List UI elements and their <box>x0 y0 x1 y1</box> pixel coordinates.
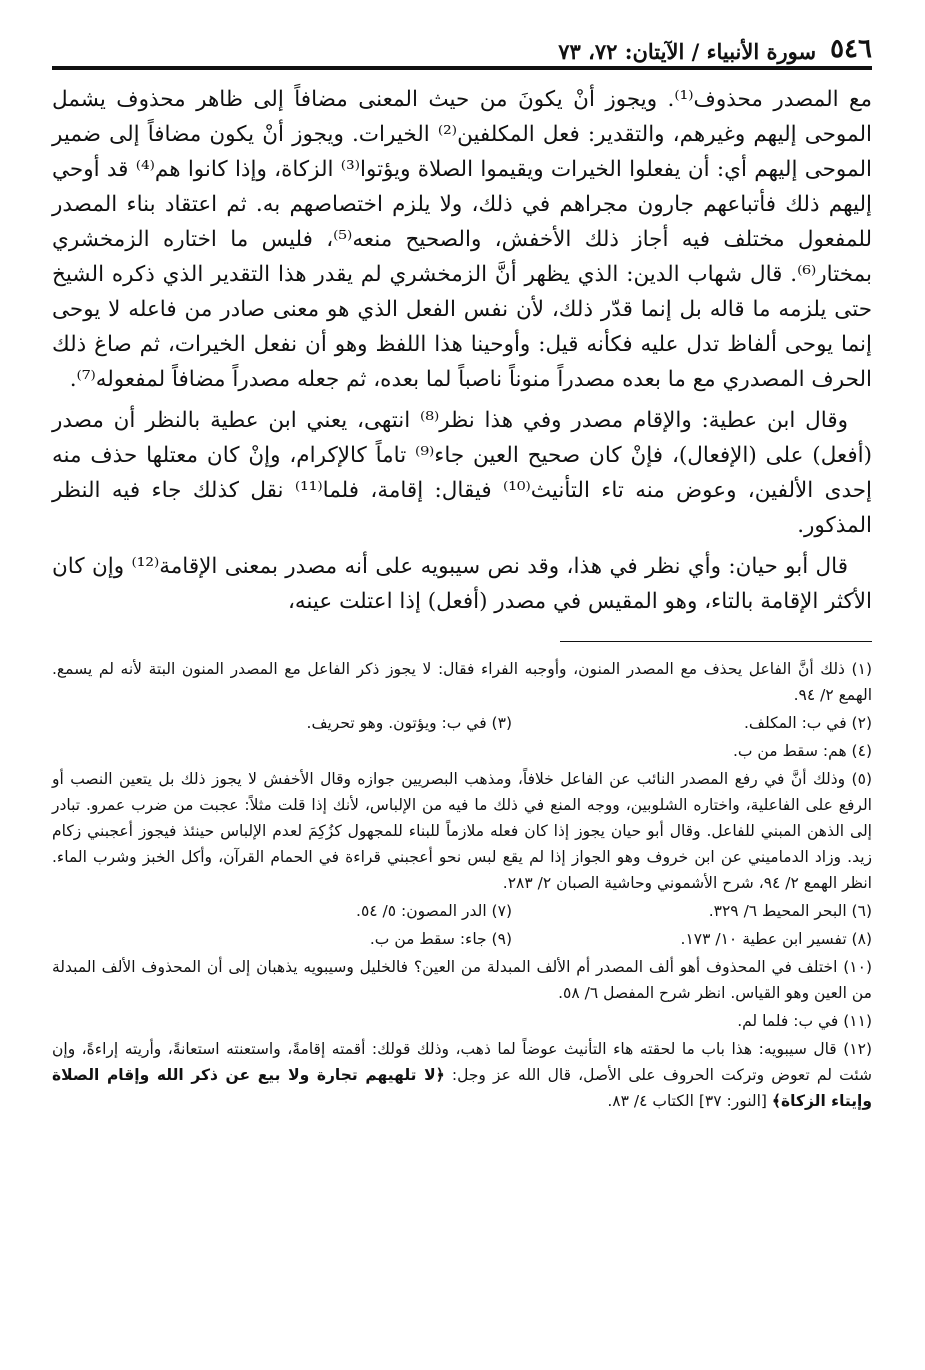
quran-quote: ﴿لا تلهيهم تجارة ولا بيع عن ذكر الله وإقام الصلاة وإيتاء الزكاة﴾ <box>52 1066 872 1110</box>
footnote-separator <box>560 641 872 642</box>
paragraph-1: مع المصدر محذوف⁽¹⁾. ويجوز أنْ يكونَ من حيث المعنى مضافاً إلى ظاهر محذوف يشمل الموحى إليهم وغيرهم، والتقدير: فعل المكلفين⁽²⁾ الخيرات. ويجوز أنْ يكون مضافاً إلى ضمير الموحى إليهم أي: أن يفعلوا الخيرات ويقيموا الصلاة ويؤتوا⁽³⁾ الزكاة، وإذا كانوا هم⁽⁴⁾ قد أوحي إليهم ذلك فأتباعهم جارون مجراهم في ذلك، ولا يلزم اختصاصهم به. ثم اعتقاد بناء المصدر للمفعول مختلف فيه أجاز ذلك الأخفش، والصحيح منعه⁽⁵⁾، فليس ما اختاره الزمخشري بمختار⁽⁶⁾. قال شهاب الدين: الذي يظهر أنَّ الزمخشري لم يقدر هذا التقدير الذي ذكره الشيخ حتى يلزمه ما قاله بل إنما قدّر ذلك، لأن نفس الفعل الذي هو معنى صادر من فاعله لا يوحى إنما يوحى ألفاظ تدل عليه فكأنه قيل: وأوحينا هذا اللفظ وهو أن نفعل الخيرات، ثم صاغ ذلك الحرف المصدري مع ما بعده مصدراً منوناً ناصباً لما بعده، ثم جعله مصدراً مضافاً لمفعوله⁽⁷⁾. <box>52 87 872 392</box>
footnote-9: (٩) جاء: سقط من ب. <box>369 930 512 948</box>
footnote-6: (٦) البحر المحيط ٦/ ٣٢٩. <box>708 902 872 920</box>
footnote-1: (١) ذلك أنَّ الفاعل يحذف مع المصدر المنون، وأوجبه الفراء فقال: لا يجوز ذكر الفاعل مع المصدر المنون البتة لأنه لم يسمع. الهمع ٢/ ٩٤. <box>52 660 872 704</box>
footnote-12 <box>52 1036 872 1114</box>
footnotes <box>52 656 872 1114</box>
footnote-4: (٤) هم: سقط من ب. <box>732 742 872 760</box>
paragraph-3: قال أبو حيان: وأي نظر في هذا، وقد نص سيبويه على أنه مصدر بمعنى الإقامة⁽¹²⁾ وإن كان الأكثر الإقامة بالتاء، وهو المقيس في مصدر (أفعل) إذا اعتلت عينه، <box>52 554 872 614</box>
footnote-7: (٧) الدر المصون: ٥/ ٥٤. <box>356 902 512 920</box>
footnote-2: (٢) في ب: المكلف. <box>743 714 872 732</box>
main-text <box>52 82 872 619</box>
footnote-3: (٣) في ب: ويؤتون. وهو تحريف. <box>306 714 512 732</box>
page-number: ٥٤٦ <box>830 34 872 64</box>
footnote-5: (٥) وذلك أنَّ في رفع المصدر النائب عن الفاعل خلافاً، ومذهب البصريين جوازه وقال الأخفش لا يجوز ذلك بل يتعين النصب أو الرفع على الفاعلية، واختاره الشلوبين، ووجه المنع في ذلك ما فيه من الإلباس، لأنك إذا قلت مثلاً: عجبت من ضرب عمرو. تبادر إلى الذهن المبني للفاعل. وقال أبو حيان يجوز إذا كان فعله ملازماً للبناء للمجهول كزُكِمَ لعدم الإلباس حينئذ فيجوز أعجبني زكام زيد. وزاد الدماميني عن ابن خروف وهو الجواز إذا لم يقع لبس نحو أعجبني قراءة في الحمام القرآن، وأكل الخبز وشرب الماء. انظر الهمع ٢/ ٩٤، شرح الأشموني وحاشية الصبان ٢/ ٢٨٣. <box>52 770 872 892</box>
footnote-11: (١١) في ب: فلما لم. <box>737 1012 872 1030</box>
footnote-12-text: (١٢) قال سيبويه: هذا باب ما لحقته هاء التأنيث عوضاً لما ذهب، وذلك قولك: أقمته إقامةً، واستعنته استعانةً، وأريته إراءةً، وإن شئت لم تعوض وتركت الحروف على الأصل، قال الله عز وجل: <box>52 1040 872 1084</box>
running-title: سورة الأنبياء / الآيتان: ٧٢، ٧٣ <box>558 39 817 64</box>
footnote-row-8-9 <box>52 926 872 952</box>
page-header <box>52 28 872 70</box>
footnote-12-reference: [النور: ٣٧] الكتاب ٤/ ٨٣. <box>607 1092 767 1110</box>
footnote-10: (١٠) اختلف في المحذوف أهو ألف المصدر أم الألف المبدلة من العين؟ فالخليل وسيبويه يذهبان إلى أن المحذوف الألف المبدلة من العين وهو القياس. انظر شرح المفصل ٦/ ٥٨. <box>52 958 872 1002</box>
page <box>52 28 872 1116</box>
paragraph-2: وقال ابن عطية: والإقام مصدر وفي هذا نظر⁽⁸⁾ انتهى، يعني ابن عطية بالنظر أن مصدر (أفعل) على (الإفعال)، فإنْ كان صحيح العين جاء⁽⁹⁾ تاماً كالإكرام، وإنْ كان معتلها حذف منه إحدى الألفين، وعوض منه تاء التأنيث⁽¹⁰⁾ فيقال: إقامة، فلما⁽¹¹⁾ نقل كذلك جاء فيه النظر المذكور. <box>52 408 872 538</box>
footnote-8: (٨) تفسير ابن عطية ١٠/ ١٧٣. <box>680 930 872 948</box>
footnote-row-2-3 <box>52 710 872 736</box>
footnote-row-6-7 <box>52 898 872 924</box>
